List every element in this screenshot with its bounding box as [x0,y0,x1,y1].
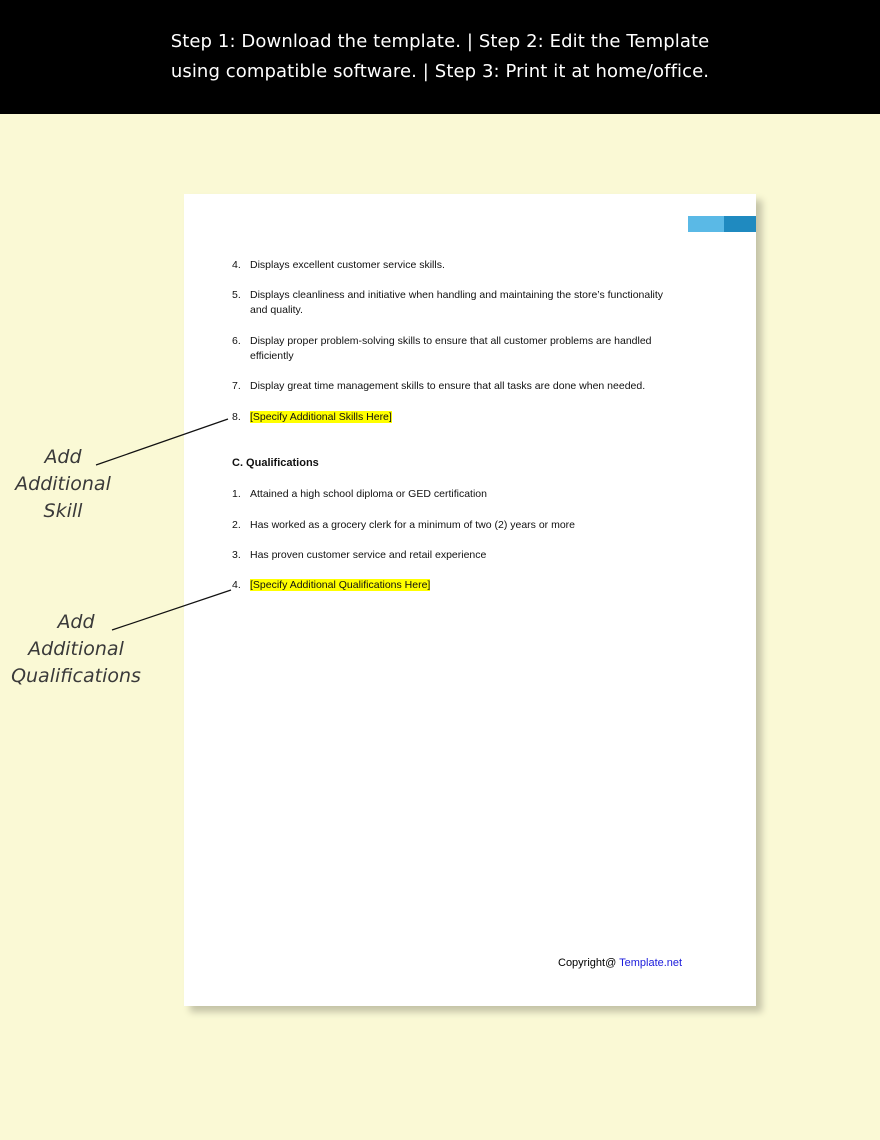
skill-item-number: 6. [232,335,241,347]
callout-word: Additional [15,473,111,495]
copyright-prefix: Copyright@ [558,957,620,969]
skill-item-number: 5. [232,289,241,301]
qualification-item-text: Attained a high school diploma or GED certification [250,488,487,500]
skill-item-text: Displays excellent customer service skills. [250,259,445,271]
skill-item-number: 4. [232,259,241,271]
additional-skills-placeholder[interactable]: [Specify Additional Skills Here] [250,411,392,423]
skill-item-text: Display proper problem-solving skills to ensure that all customer problems are handled efficiently [250,335,652,362]
skill-item-text: Displays cleanliness and initiative when handling and maintaining the store’s functionality and quality. [250,289,664,316]
additional-qualifications-placeholder[interactable]: [Specify Additional Qualifications Here] [250,579,431,591]
qualification-item-number: 2. [232,519,241,531]
callout-word: Add [44,446,82,468]
template-net-link[interactable]: Template.net [619,957,683,969]
qualification-item-number: 1. [232,488,241,500]
qualification-item-text: Has worked as a grocery clerk for a minimum of two (2) years or more [250,519,576,531]
callout-word: Add [57,611,95,633]
qualification-item-number: 3. [232,549,241,561]
skill-item-number: 7. [232,380,241,392]
skill-item-number: 8. [232,411,241,423]
qualification-item-text: Has proven customer service and retail experience [250,549,487,561]
banner-instructions-line-2: using compatible software. | Step 3: Print it at home/office. [170,61,710,82]
callout-word: Skill [43,500,83,522]
add-additional-qualifications-callout [0,609,152,690]
qualification-item-number: 4. [232,579,241,591]
callout-word: Additional [28,638,124,660]
qualifications-heading: C. Qualifications [232,457,319,469]
skill-item-text: Display great time management skills to ensure that all tasks are done when needed. [250,380,646,392]
callout-word: Qualifications [11,665,141,687]
add-additional-skill-callout [0,444,126,525]
banner-instructions-line-1: Step 1: Download the template. | Step 2: Edit the Template [170,31,710,52]
